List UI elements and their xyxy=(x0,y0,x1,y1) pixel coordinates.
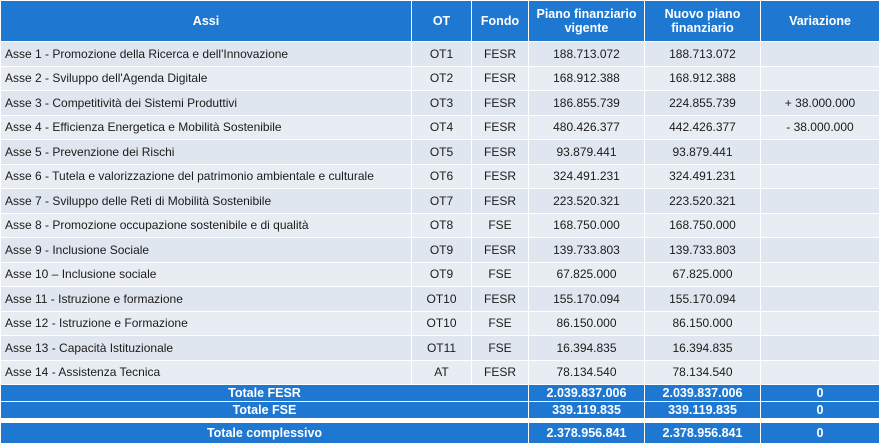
col-header-fondo: Fondo xyxy=(472,1,529,42)
table-row xyxy=(1,189,880,214)
cell-nuovo: 139.733.803 xyxy=(645,238,761,263)
cell-ot: OT2 xyxy=(412,66,472,91)
table-row xyxy=(1,336,880,361)
cell-nuovo: 442.426.377 xyxy=(645,115,761,140)
table-row xyxy=(1,140,880,165)
cell-ot: OT9 xyxy=(412,262,472,287)
cell-vigente: 67.825.000 xyxy=(529,262,645,287)
cell-nuovo: 155.170.094 xyxy=(645,287,761,312)
col-header-ot: OT xyxy=(412,1,472,42)
total-fse-row xyxy=(1,402,880,419)
header-row xyxy=(1,1,880,42)
cell-variazione xyxy=(761,238,880,263)
cell-fondo: FESR xyxy=(472,360,529,385)
cell-fondo: FESR xyxy=(472,115,529,140)
cell-ot: OT11 xyxy=(412,336,472,361)
cell-variazione xyxy=(761,262,880,287)
cell-variazione xyxy=(761,311,880,336)
cell-ot: AT xyxy=(412,360,472,385)
cell-variazione: + 38.000.000 xyxy=(761,91,880,116)
col-header-assi: Assi xyxy=(1,1,412,42)
cell-nuovo: 78.134.540 xyxy=(645,360,761,385)
cell-variazione xyxy=(761,287,880,312)
cell-asse: Asse 7 - Sviluppo delle Reti di Mobilità Sostenibile xyxy=(1,189,412,214)
cell-fondo: FESR xyxy=(472,66,529,91)
total-fse-nuovo: 339.119.835 xyxy=(645,402,761,419)
table-row xyxy=(1,66,880,91)
total-fesr-label: Totale FESR xyxy=(1,385,529,402)
cell-ot: OT10 xyxy=(412,287,472,312)
cell-vigente: 155.170.094 xyxy=(529,287,645,312)
cell-nuovo: 67.825.000 xyxy=(645,262,761,287)
cell-fondo: FESR xyxy=(472,42,529,67)
cell-variazione xyxy=(761,140,880,165)
total-fesr-row xyxy=(1,385,880,402)
cell-nuovo: 16.394.835 xyxy=(645,336,761,361)
cell-ot: OT4 xyxy=(412,115,472,140)
cell-vigente: 324.491.231 xyxy=(529,164,645,189)
cell-vigente: 168.750.000 xyxy=(529,213,645,238)
cell-ot: OT5 xyxy=(412,140,472,165)
table-row xyxy=(1,238,880,263)
cell-ot: OT8 xyxy=(412,213,472,238)
col-header-piano-vigente: Piano finanziario vigente xyxy=(529,1,645,42)
cell-nuovo: 168.912.388 xyxy=(645,66,761,91)
table-row xyxy=(1,213,880,238)
cell-variazione xyxy=(761,42,880,67)
cell-asse: Asse 2 - Sviluppo dell'Agenda Digitale xyxy=(1,66,412,91)
cell-ot: OT6 xyxy=(412,164,472,189)
cell-variazione xyxy=(761,189,880,214)
total-fse-label: Totale FSE xyxy=(1,402,529,419)
cell-nuovo: 223.520.321 xyxy=(645,189,761,214)
table-row xyxy=(1,311,880,336)
total-fesr-nuovo: 2.039.837.006 xyxy=(645,385,761,402)
cell-fondo: FESR xyxy=(472,238,529,263)
total-fse-variazione: 0 xyxy=(761,402,880,419)
cell-ot: OT10 xyxy=(412,311,472,336)
cell-asse: Asse 13 - Capacità Istituzionale xyxy=(1,336,412,361)
total-complessivo-row xyxy=(1,423,880,444)
cell-asse: Asse 14 - Assistenza Tecnica xyxy=(1,360,412,385)
cell-fondo: FESR xyxy=(472,91,529,116)
cell-fondo: FESR xyxy=(472,287,529,312)
total-complessivo-label: Totale complessivo xyxy=(1,423,529,444)
cell-fondo: FSE xyxy=(472,262,529,287)
cell-vigente: 139.733.803 xyxy=(529,238,645,263)
cell-nuovo: 86.150.000 xyxy=(645,311,761,336)
cell-fondo: FESR xyxy=(472,164,529,189)
cell-asse: Asse 1 - Promozione della Ricerca e dell'Innovazione xyxy=(1,42,412,67)
cell-fondo: FESR xyxy=(472,140,529,165)
cell-asse: Asse 11 - Istruzione e formazione xyxy=(1,287,412,312)
cell-nuovo: 224.855.739 xyxy=(645,91,761,116)
cell-asse: Asse 5 - Prevenzione dei Rischi xyxy=(1,140,412,165)
cell-vigente: 168.912.388 xyxy=(529,66,645,91)
cell-asse: Asse 9 - Inclusione Sociale xyxy=(1,238,412,263)
cell-variazione xyxy=(761,66,880,91)
cell-variazione xyxy=(761,213,880,238)
cell-variazione xyxy=(761,164,880,189)
total-fesr-variazione: 0 xyxy=(761,385,880,402)
cell-variazione: - 38.000.000 xyxy=(761,115,880,140)
cell-vigente: 86.150.000 xyxy=(529,311,645,336)
total-complessivo-nuovo: 2.378.956.841 xyxy=(645,423,761,444)
table-row xyxy=(1,91,880,116)
table-row xyxy=(1,360,880,385)
cell-fondo: FSE xyxy=(472,336,529,361)
cell-asse: Asse 4 - Efficienza Energetica e Mobilità Sostenibile xyxy=(1,115,412,140)
cell-ot: OT3 xyxy=(412,91,472,116)
cell-vigente: 16.394.835 xyxy=(529,336,645,361)
cell-nuovo: 168.750.000 xyxy=(645,213,761,238)
cell-asse: Asse 8 - Promozione occupazione sostenibile e di qualità xyxy=(1,213,412,238)
table-row xyxy=(1,287,880,312)
table-row xyxy=(1,164,880,189)
cell-ot: OT7 xyxy=(412,189,472,214)
cell-ot: OT9 xyxy=(412,238,472,263)
cell-ot: OT1 xyxy=(412,42,472,67)
cell-fondo: FSE xyxy=(472,213,529,238)
cell-vigente: 78.134.540 xyxy=(529,360,645,385)
col-header-nuovo-piano: Nuovo piano finanziario xyxy=(645,1,761,42)
cell-fondo: FESR xyxy=(472,189,529,214)
cell-variazione xyxy=(761,336,880,361)
table-row xyxy=(1,262,880,287)
cell-nuovo: 188.713.072 xyxy=(645,42,761,67)
table-row xyxy=(1,42,880,67)
cell-vigente: 186.855.739 xyxy=(529,91,645,116)
cell-asse: Asse 10 – Inclusione sociale xyxy=(1,262,412,287)
cell-fondo: FSE xyxy=(472,311,529,336)
total-complessivo-variazione: 0 xyxy=(761,423,880,444)
cell-variazione xyxy=(761,360,880,385)
cell-vigente: 188.713.072 xyxy=(529,42,645,67)
total-fesr-vigente: 2.039.837.006 xyxy=(529,385,645,402)
cell-nuovo: 324.491.231 xyxy=(645,164,761,189)
cell-asse: Asse 6 - Tutela e valorizzazione del patrimonio ambientale e culturale xyxy=(1,164,412,189)
cell-vigente: 480.426.377 xyxy=(529,115,645,140)
cell-asse: Asse 12 - Istruzione e Formazione xyxy=(1,311,412,336)
cell-asse: Asse 3 - Competitività dei Sistemi Produttivi xyxy=(1,91,412,116)
cell-vigente: 93.879.441 xyxy=(529,140,645,165)
col-header-variazione: Variazione xyxy=(761,1,880,42)
total-fse-vigente: 339.119.835 xyxy=(529,402,645,419)
total-complessivo-vigente: 2.378.956.841 xyxy=(529,423,645,444)
cell-nuovo: 93.879.441 xyxy=(645,140,761,165)
table-row xyxy=(1,115,880,140)
cell-vigente: 223.520.321 xyxy=(529,189,645,214)
